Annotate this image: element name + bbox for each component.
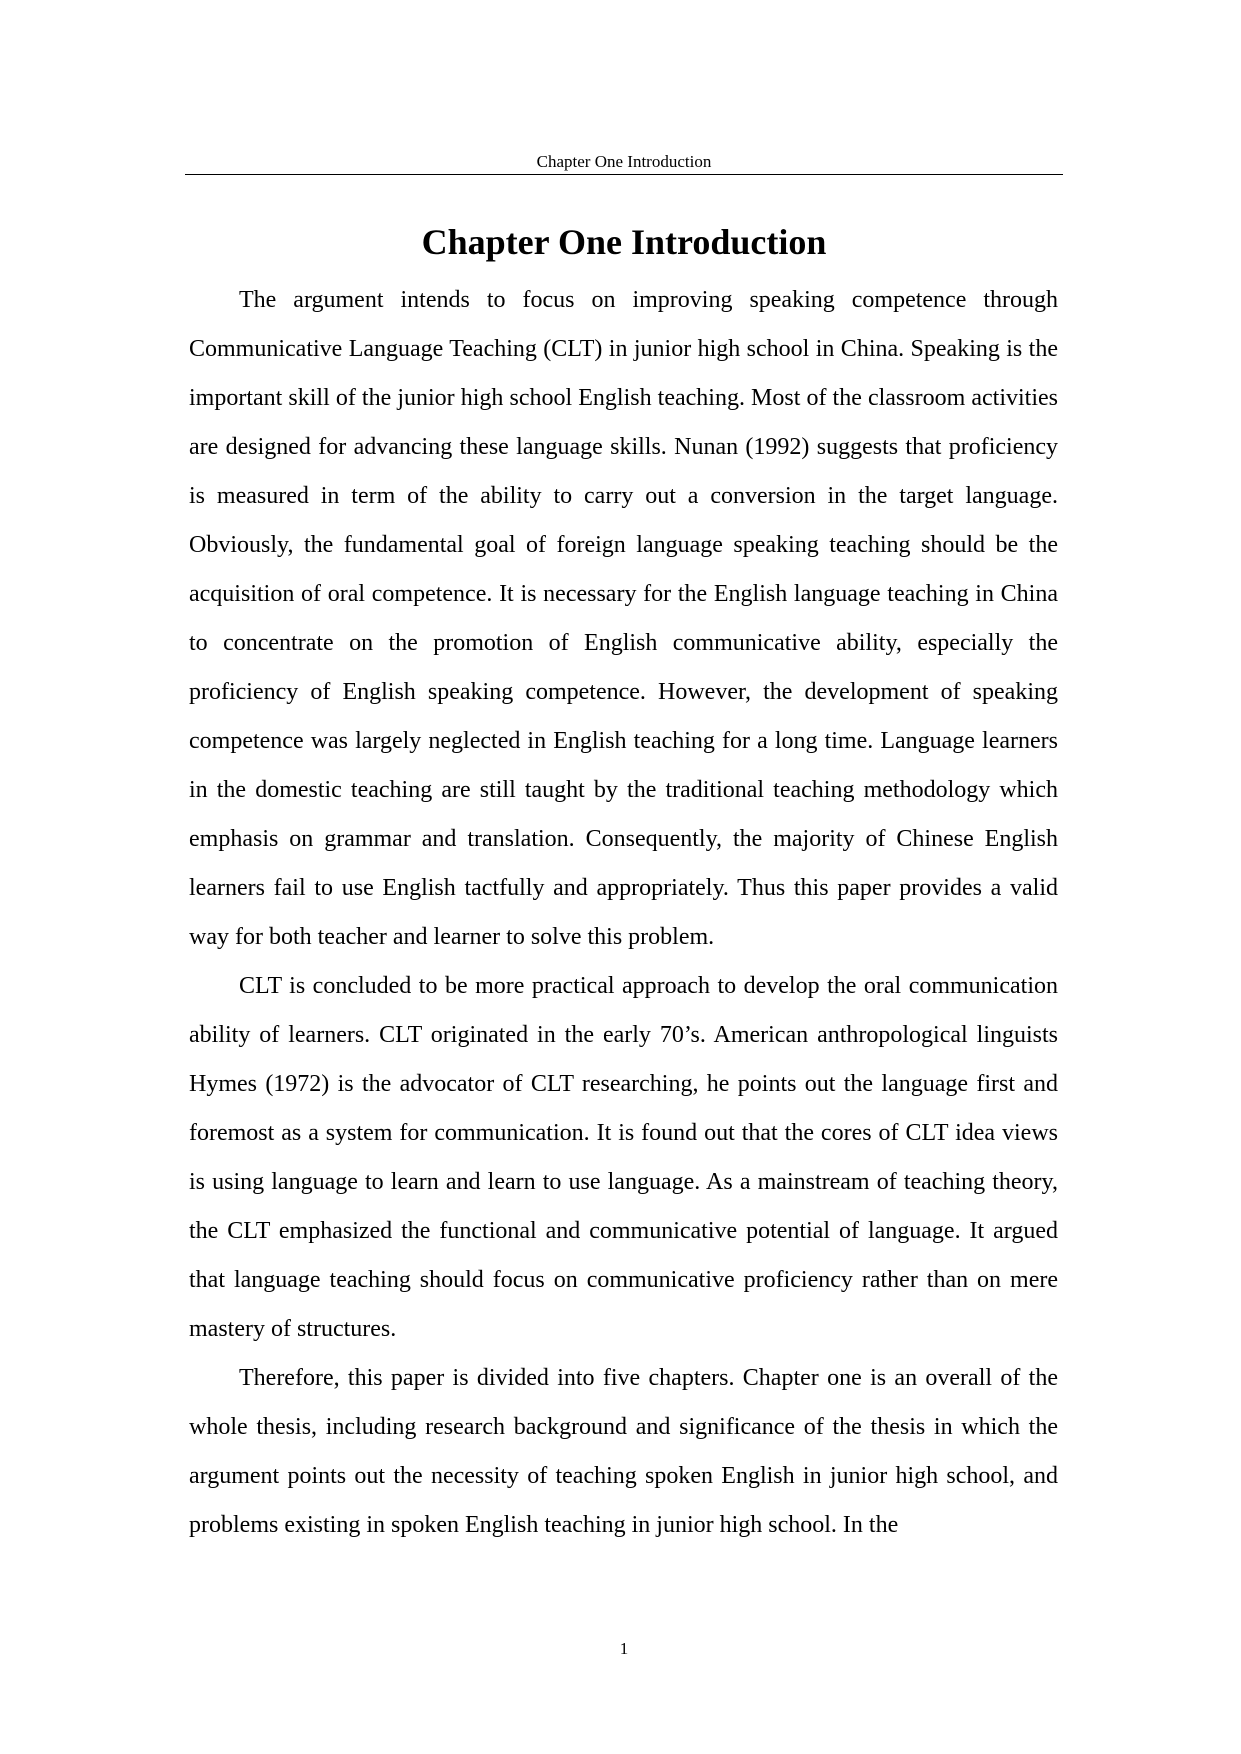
page-number: 1 — [619, 1639, 629, 1658]
header-rule — [185, 174, 1063, 175]
paragraph-2: CLT is concluded to be more practical approach to develop the oral communication ability of learners. CLT originated in the early 70’s. American anthropological linguists Hymes (1972) is the advocator of CLT researching, he points out the language first and foremost as a system for communication. It is found out that the cores of CLT idea views is using language to learn and learn to use language. As a mainstream of teaching theory, the CLT emphasized the functional and communicative potential of language. It argued that language teaching should focus on communicative proficiency rather than on mere mastery of structures. — [189, 973, 1058, 1342]
paragraph-1: The argument intends to focus on improving speaking competence through Communicative Language Teaching (CLT) in junior high school in China. Speaking is the important skill of the junior high school English teaching. Most of the classroom activities are designed for advancing these language skills. Nunan (1992) suggests that proficiency is measured in term of the ability to carry out a conversion in the target language. Obviously, the fundamental goal of foreign language speaking teaching should be the acquisition of oral competence. It is necessary for the English language teaching in China to concentrate on the promotion of English communicative ability, especially the proficiency of English speaking competence. However, the development of speaking competence was largely neglected in English teaching for a long time. Language learners in the domestic teaching are still taught by the traditional teaching methodology which emphasis on grammar and translation. Consequently, the majority of Chinese English learners fail to use English tactfully and appropriately. Thus this paper provides a valid way for both teacher and learner to solve this problem. — [189, 287, 1058, 950]
paragraph-3: Therefore, this paper is divided into five chapters. Chapter one is an overall of the whole thesis, including research background and significance of the thesis in which the argument points out the necessity of teaching spoken English in junior high school, and problems existing in spoken English teaching in junior high school. In the — [189, 1365, 1058, 1538]
chapter-title: Chapter One Introduction — [421, 222, 827, 262]
body-text — [189, 276, 1058, 1550]
running-header: Chapter One Introduction — [536, 152, 712, 171]
